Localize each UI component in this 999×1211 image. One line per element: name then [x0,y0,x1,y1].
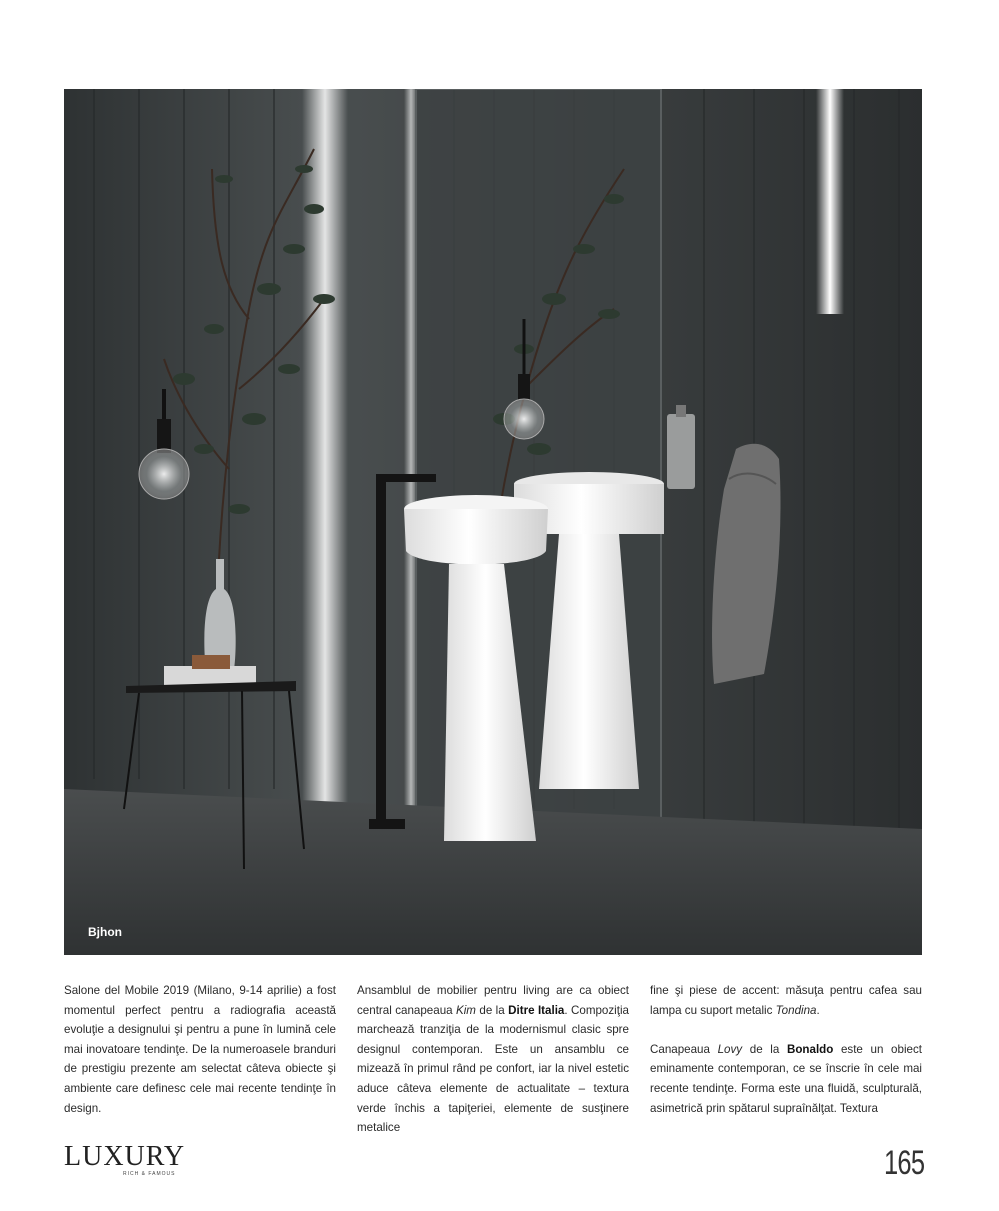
product-name-tondina: Tondina [775,1003,817,1017]
bathroom-photo [64,89,922,955]
text-span: . Compoziţia marchează tranziţia de la modernismul clasic spre designul contemporan. Este un ansamblu ce mizează în primul rând pe confort, iar la nivel estetic aduce câteva elemente de actualitate – textura verde închis a tapiţeriei, elemente de susţinere metalice [357,1003,629,1135]
text-span: Ansamblul de mobilier pentru living are ca obiect central canapeaua [357,984,629,1017]
text-span: de la [742,1042,787,1056]
paragraph [650,981,922,1020]
text-column-3 [650,981,922,1138]
text-span: de la [475,1003,509,1017]
text-span: . [816,1003,820,1017]
paragraph [357,981,629,1138]
product-name-kim: Kim [456,1003,476,1017]
bathroom-illustration [64,89,922,955]
brand-bonaldo: Bonaldo [786,1042,834,1056]
luxury-logo: LUXURY [64,1141,186,1172]
photo-caption: Bjhon [88,925,122,939]
text-column-1 [64,981,336,1138]
text-span: fine şi piese de accent: măsuţa pentru cafea sau lampa cu suport metalic [650,984,922,1017]
text-column-2 [357,981,629,1157]
page-number: 165 [884,1144,925,1182]
logo-subtitle: RICH & FAMOUS [123,1171,176,1177]
text-span: Canapeaua [650,1042,718,1056]
paragraph: Salone del Mobile 2019 (Milano, 9-14 aprilie) a fost momentul perfect pentru a radiografia această evoluţie a designului şi pentru a pune în lumină cele mai inovatoare tendinţe. De la numeroasele branduri de prestigiu prezente am selectat câteva obiecte şi ambiente care definesc cele mai recente tendinţe în design. [64,984,336,1115]
text-span: este un obiect eminamente contemporan, ce se înscrie în cele mai recente tendinţe. Forma este una fluidă, sculpturală, asimetrică prin spătarul supraînălţat. Textura [650,1042,922,1115]
product-name-lovy: Lovy [717,1042,743,1056]
brand-ditre-italia: Ditre Italia [508,1003,565,1017]
paragraph [650,1040,922,1118]
